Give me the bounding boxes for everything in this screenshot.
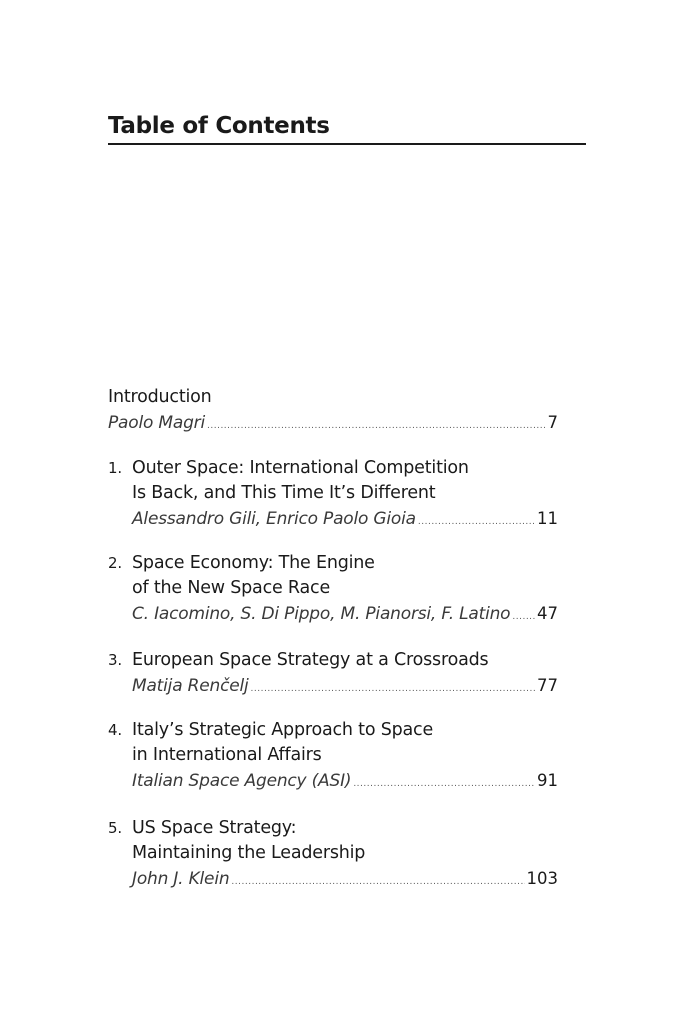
toc-entry-4[interactable] (108, 718, 558, 797)
toc-entry-title: Outer Space: International Competition (132, 458, 469, 478)
toc-entry-title-line2: of the New Space Race (132, 578, 331, 598)
toc-entry-number: 1. (108, 459, 122, 477)
toc-entry-5[interactable] (108, 816, 558, 895)
toc-entry-title-line2: in International Affairs (132, 745, 322, 765)
dot-leader (353, 771, 535, 797)
toc-entry-number: 3. (108, 651, 122, 669)
toc-entry-introduction[interactable] (108, 385, 558, 439)
toc-entry-page: 91 (537, 771, 558, 790)
toc-entry-title-line2: Is Back, and This Time It’s Different (132, 483, 436, 503)
toc-entry-title: European Space Strategy at a Crossroads (132, 650, 489, 670)
toc-entry-author: John J. Klein (132, 869, 230, 889)
toc-entry-author-row (108, 410, 558, 439)
toc-entry-author: C. Iacomino, S. Di Pippo, M. Pianorsi, F. Latino (132, 604, 511, 624)
toc-entry-author-row (108, 601, 558, 630)
toc-entry-number: 2. (108, 554, 122, 572)
toc-entry-title: Introduction (108, 387, 212, 407)
toc-entry-author: Matija Renčelj (132, 676, 249, 696)
toc-entry-author: Italian Space Agency (ASI) (132, 771, 352, 791)
toc-entry-page: 77 (537, 676, 558, 695)
dot-leader (418, 509, 535, 535)
page-title: Table of Contents (108, 112, 586, 145)
toc-entry-author: Paolo Magri (108, 413, 205, 433)
toc-entry-page: 7 (547, 413, 558, 432)
toc-entry-title-line2: Maintaining the Leadership (132, 843, 366, 863)
toc-entry-author-row (108, 506, 558, 535)
dot-leader (251, 676, 535, 702)
toc-entry-number: 5. (108, 819, 122, 837)
toc-entry-title: Space Economy: The Engine (132, 553, 375, 573)
dot-leader (207, 413, 546, 439)
toc-entry-3[interactable] (108, 648, 558, 702)
dot-leader (231, 869, 524, 895)
toc-entry-title: US Space Strategy: (132, 818, 297, 838)
toc-entry-1[interactable] (108, 456, 558, 535)
toc-entry-title: Italy’s Strategic Approach to Space (132, 720, 434, 740)
toc-entry-page: 11 (537, 509, 558, 528)
toc-entry-page: 103 (526, 869, 558, 888)
toc-entry-2[interactable] (108, 551, 558, 630)
toc-entry-number: 4. (108, 721, 122, 739)
toc-entry-author-row (108, 768, 558, 797)
dot-leader (512, 604, 535, 630)
toc-entry-page: 47 (537, 604, 558, 623)
toc-entry-author: Alessandro Gili, Enrico Paolo Gioia (132, 509, 416, 529)
toc-entry-author-row (108, 866, 558, 895)
toc-entry-author-row (108, 673, 558, 702)
